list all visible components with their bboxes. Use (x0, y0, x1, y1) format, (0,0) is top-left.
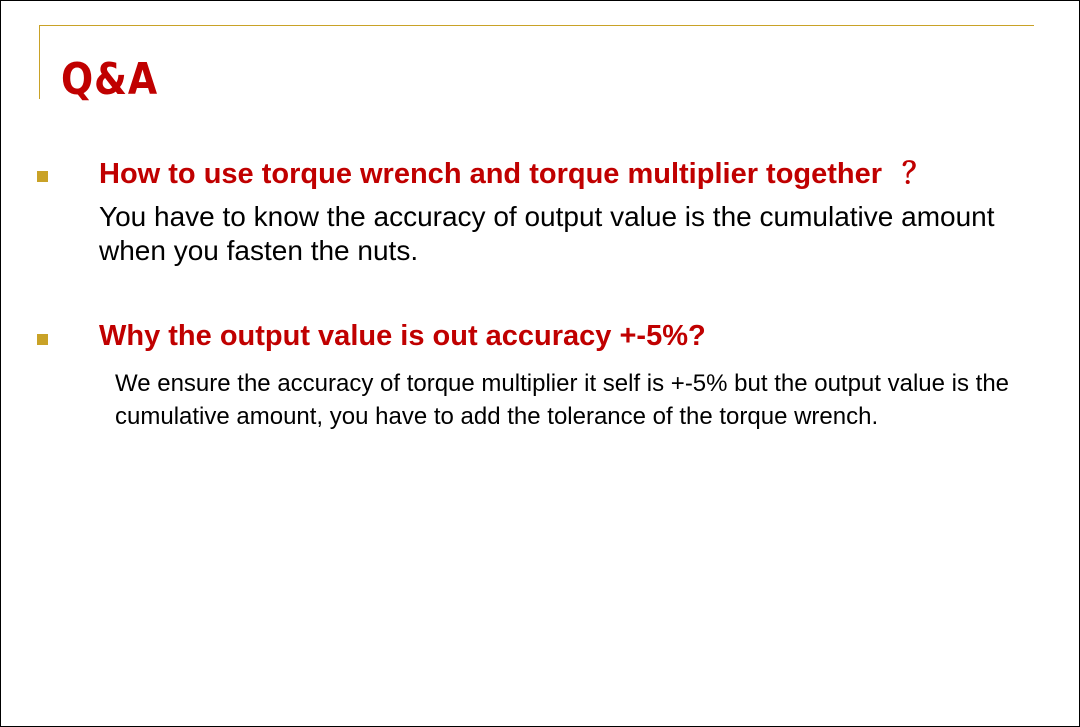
square-bullet-icon (37, 334, 48, 345)
answer-1: You have to know the accuracy of output value is the cumulative amount when you fasten the nuts. (99, 201, 995, 266)
answer-2: We ensure the accuracy of torque multiplier it self is +-5% but the output value is the cumulative amount, you have to add the tolerance of the torque wrench. (115, 370, 1010, 430)
question-1-text: How to use torque wrench and torque multiplier together (99, 158, 883, 190)
question-2: Why the output value is out accuracy +-5%? (99, 320, 706, 352)
slide-title: Q&A (61, 54, 159, 105)
square-bullet-icon (37, 171, 48, 182)
title-frame-top-line (39, 25, 1034, 26)
title-frame-left-line (39, 25, 40, 99)
question-1-mark: ？ (902, 158, 932, 190)
question-1 (99, 157, 931, 191)
